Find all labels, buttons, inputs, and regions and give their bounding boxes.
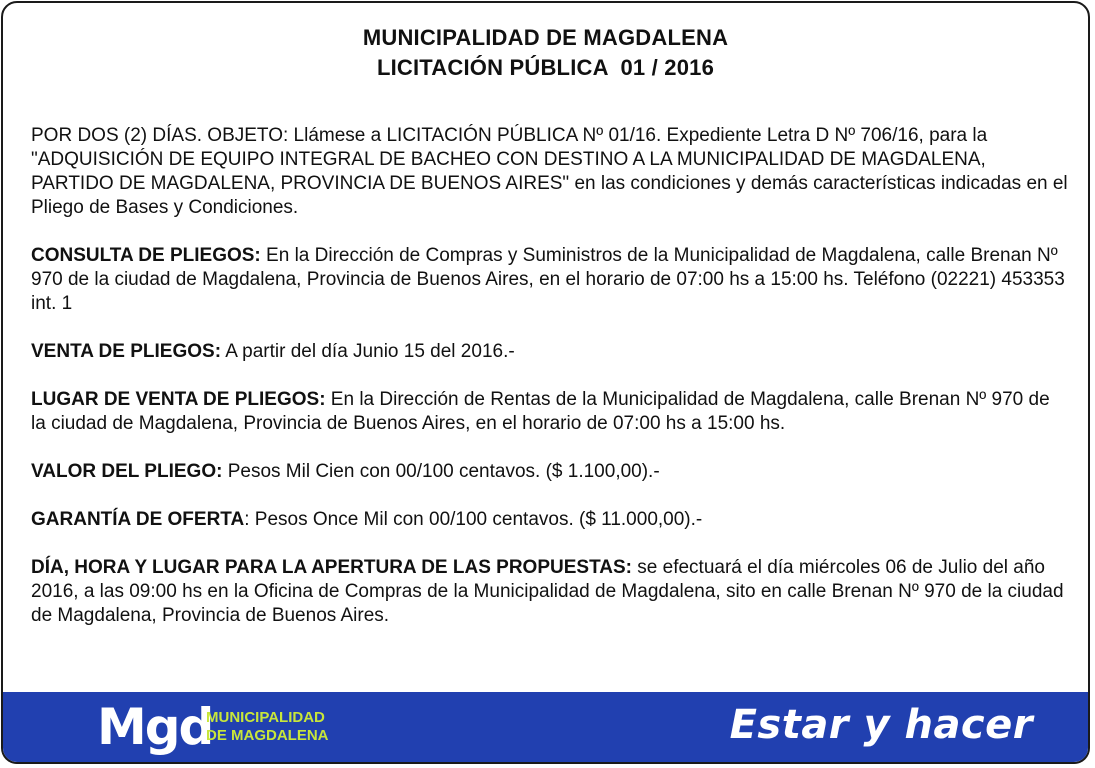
lugar-venta-label: LUGAR DE VENTA DE PLIEGOS: (31, 389, 326, 410)
apertura-label: DÍA, HORA Y LUGAR PARA LA APERTURA DE LAS PROPUESTAS: (31, 557, 632, 578)
lugar-venta-text: En la Dirección de Rentas de la Municipalidad de Magdalena, calle Brenan Nº 970 de la ciudad de Magdalena, Provincia de Buenos Aires, en el horario de 07:00 hs a 15:00 hs. (31, 389, 1050, 434)
paragraph-objeto: POR DOS (2) DÍAS. OBJETO: Llámese a LICITACIÓN PÚBLICA Nº 01/16. Expediente Letra D Nº 706/16, para la "ADQUISICIÓN DE EQUIPO INTEGRAL DE BACHEO CON DESTINO A LA MUNICIPALIDAD DE MAGDALENA, PARTIDO DE MAGDALENA, PROVINCIA DE BUENOS AIRES" en las condiciones y demás características indicadas en el Pliego de Bases y Condiciones. (31, 125, 1068, 218)
consulta-label: CONSULTA DE PLIEGOS: (31, 245, 261, 266)
logo-line-1: MUNICIPALIDAD (206, 709, 325, 726)
paragraph-venta (31, 340, 1068, 364)
garantia-label: GARANTÍA DE OFERTA (31, 509, 245, 530)
notice-subtitle: LICITACIÓN PÚBLICA 01 / 2016 (376, 55, 715, 80)
paragraph-consulta (31, 244, 1068, 316)
logo-line-2: DE MAGDALENA (206, 727, 329, 744)
garantia-text: : Pesos Once Mil con 00/100 centavos. ($ 11.000,00).- (244, 509, 703, 530)
notice-frame (1, 1, 1090, 764)
valor-text: Pesos Mil Cien con 00/100 centavos. ($ 1.100,00).- (222, 461, 660, 482)
footer-banner (3, 692, 1088, 762)
venta-label: VENTA DE PLIEGOS: (31, 341, 222, 362)
paragraph-apertura (31, 556, 1068, 628)
consulta-text: En la Dirección de Compras y Suministros de la Municipalidad de Magdalena, calle Brenan Nº 970 de la ciudad de Magdalena, Provincia de Buenos Aires, en el horario de 07:00 hs a 15:00 hs. Teléfono (02221) 453353 int. 1 (31, 245, 1065, 314)
paragraph-lugar-venta (31, 388, 1068, 436)
notice-title: MUNICIPALIDAD DE MAGDALENA (362, 25, 729, 50)
slogan: Estar y hacer (729, 702, 1033, 748)
venta-text: A partir del día Junio 15 del 2016.- (221, 341, 515, 362)
notice-body (31, 124, 1068, 652)
apertura-text: se efectuará el día miércoles 06 de Julio del año 2016, a las 09:00 hs en la Oficina de Compras de la Municipalidad de Magdalena, sito en calle Brenan Nº 970 de la ciudad de Magdalena, Provincia de Buenos Aires. (31, 557, 1064, 626)
paragraph-garantia (31, 508, 1068, 532)
valor-label: VALOR DEL PLIEGO: (31, 461, 223, 482)
notice-header (3, 23, 1088, 83)
municipality-logo-text (206, 709, 329, 745)
paragraph-valor (31, 460, 1068, 484)
municipality-logo-mark: Mgd (97, 698, 213, 756)
